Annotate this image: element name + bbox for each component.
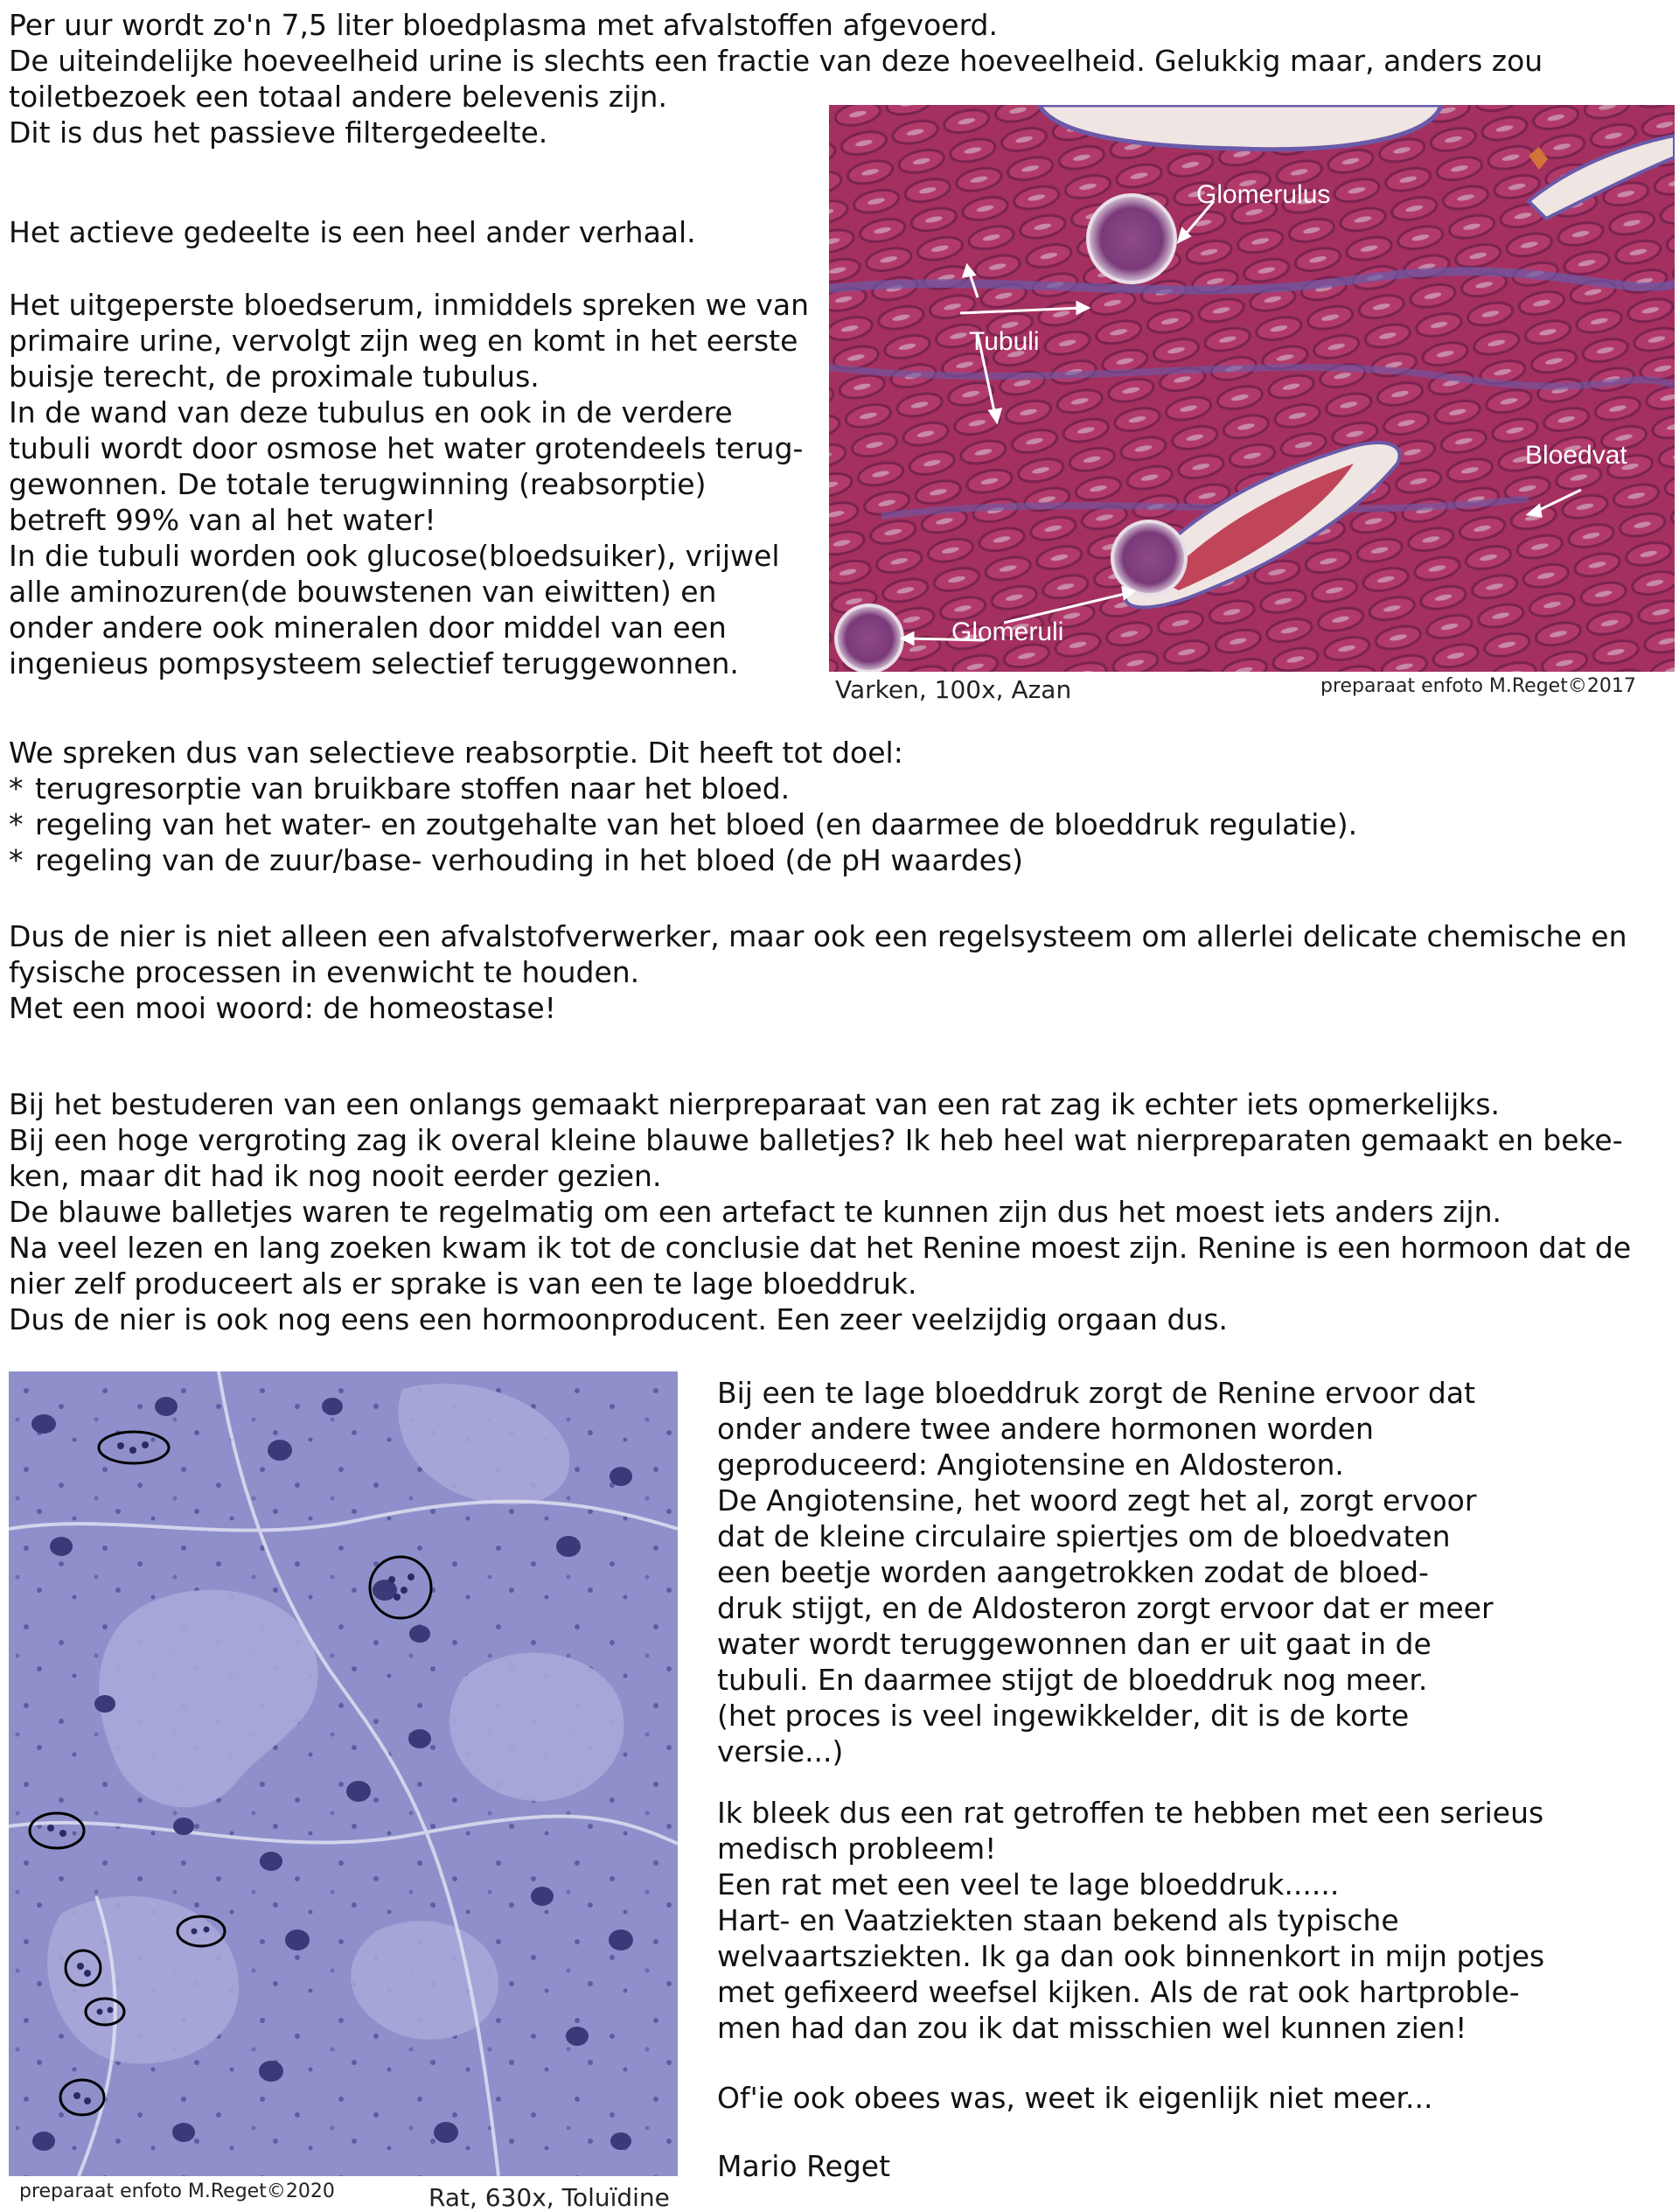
conclusion-paragraph — [717, 1795, 1544, 2046]
text-line: tubuli. En daarmee stijgt de bloeddruk nog meer. — [717, 1663, 1428, 1697]
text-line: onder andere twee andere hormonen worden — [717, 1412, 1374, 1446]
closing-line — [717, 2080, 1433, 2116]
text-line: gewonnen. De totale terugwinning (reabsorptie) — [9, 467, 707, 501]
reabsorption-intro — [9, 735, 903, 771]
text-line: Dus de nier is niet alleen een afvalstofverwerker, maar ook een regelsysteem om allerlei delicate chemische en — [9, 919, 1627, 953]
text-line: Dus de nier is ook nog eens een hormoonproducent. Een zeer veelzijdig orgaan dus. — [9, 1302, 1229, 1336]
glomerulus — [1112, 521, 1186, 595]
text-line: De uiteindelijke hoeveelheid urine is slechts een fractie van deze hoeveelheid. Gelukkig maar, anders zou — [9, 44, 1543, 78]
text-line: De blauwe balletjes waren te regelmatig om een artefact te kunnen zijn dus het moest iets anders zijn. — [9, 1195, 1501, 1229]
text-line: welvaartsziekten. Ik ga dan ook binnenkort in mijn potjes — [717, 1939, 1545, 1973]
label-tubuli: Tubuli — [969, 327, 1040, 356]
text-line: In de wand van deze tubulus en ook in de verdere — [9, 395, 733, 429]
text-line: ken, maar dit had ik nog nooit eerder gezien. — [9, 1159, 662, 1193]
bullet-marker: * — [9, 771, 24, 806]
label-bloedvat: Bloedvat — [1525, 441, 1627, 470]
text-line: onder andere ook mineralen door middel van een — [9, 611, 727, 645]
text-line: ingenieus pompsysteem selectief teruggewonnen. — [9, 646, 739, 680]
text-line: Met een mooi woord: de homeostase! — [9, 991, 556, 1025]
text-line: toiletbezoek een totaal andere belevenis zijn. — [9, 80, 667, 114]
text-line: een beetje worden aangetrokken zodat de bloed- — [717, 1555, 1429, 1589]
text-line: Of'ie ook obees was, weet ik eigenlijk niet meer... — [717, 2081, 1433, 2115]
rat-story-paragraph — [9, 1086, 1631, 1337]
list-item-text: regeling van het water- en zoutgehalte van het bloed (en daarmee de bloeddruk regulatie). — [35, 807, 1358, 841]
text-line: Ik bleek dus een rat getroffen te hebben met een serieus — [717, 1796, 1544, 1830]
text-line: medisch probleem! — [717, 1832, 997, 1866]
list-item-text: terugresorptie van bruikbare stoffen naar het bloed. — [35, 771, 791, 806]
reabsorption-list — [9, 771, 1357, 878]
text-line: alle aminozuren(de bouwstenen van eiwitten) en — [9, 575, 717, 609]
text-line: Hart- en Vaatziekten staan bekend als typische — [717, 1903, 1399, 1937]
text-line: Per uur wordt zo'n 7,5 liter bloedplasma met afvalstoffen afgevoerd. — [9, 8, 998, 42]
bullet-marker: * — [9, 843, 24, 877]
author-signature — [717, 2148, 890, 2184]
text-line: In die tubuli worden ook glucose(bloedsuiker), vrijwel — [9, 539, 780, 573]
text-line: water wordt teruggewonnen dan er uit gaat in de — [717, 1627, 1432, 1661]
text-line: Het uitgeperste bloedserum, inmiddels spreken we van — [9, 288, 810, 322]
figure1-credit: preparaat enfoto M.Reget©2017 — [1320, 675, 1636, 697]
text-line: buisje terecht, de proximale tubulus. — [9, 359, 540, 394]
text-line: Na veel lezen en lang zoeken kwam ik tot de conclusie dat het Renine moest zijn. Renine is een hormoon dat de — [9, 1231, 1632, 1265]
text-line: Dit is dus het passieve filtergedeelte. — [9, 115, 548, 150]
text-line: Een rat met een veel te lage bloeddruk...... — [717, 1867, 1340, 1901]
micrograph-svg — [829, 105, 1675, 672]
text-line: Bij een hoge vergroting zag ik overal kleine blauwe balletjes? Ik heb heel wat nierpreparaten gemaakt en beke- — [9, 1123, 1623, 1157]
text-line: druk stijgt, en de Aldosteron zorgt ervoor dat er meer — [717, 1591, 1494, 1625]
text-line: Mario Reget — [717, 2149, 891, 2183]
micrograph-svg — [9, 1371, 678, 2176]
list-item — [9, 771, 1357, 806]
list-item — [9, 806, 1357, 842]
label-glomeruli: Glomeruli — [951, 618, 1064, 646]
list-item — [9, 842, 1357, 878]
glomerulus — [1088, 195, 1175, 283]
text-line: primaire urine, vervolgt zijn weg en komt in het eerste — [9, 324, 798, 358]
homeostase-paragraph — [9, 918, 1627, 1026]
text-line: geproduceerd: Angiotensine en Aldosteron. — [717, 1448, 1344, 1482]
figure2-credit: preparaat enfoto M.Reget©2020 — [19, 2181, 335, 2202]
rat-kidney-micrograph — [9, 1371, 678, 2176]
pig-kidney-micrograph — [829, 105, 1675, 672]
active-part-paragraph — [9, 287, 809, 681]
bullet-marker: * — [9, 807, 24, 841]
text-line: nier zelf produceert als er sprake is van een te lage bloeddruk. — [9, 1266, 917, 1301]
figure1-caption: Varken, 100x, Azan — [835, 675, 1072, 704]
text-line: men had dan zou ik dat misschien wel kunnen zien! — [717, 2011, 1467, 2045]
text-line: dat de kleine circulaire spiertjes om de bloedvaten — [717, 1519, 1451, 1553]
text-line: Bij een te lage bloeddruk zorgt de Renine ervoor dat — [717, 1376, 1476, 1410]
text-line: versie...) — [717, 1734, 844, 1769]
hormone-paragraph — [717, 1375, 1494, 1769]
text-line: Bij het bestuderen van een onlangs gemaakt nierpreparaat van een rat zag ik echter iets opmerkelijks. — [9, 1087, 1501, 1121]
label-glomerulus: Glomerulus — [1196, 180, 1331, 209]
text-line: met gefixeerd weefsel kijken. Als de rat ook hartproble- — [717, 1975, 1520, 2009]
text-line: We spreken dus van selectieve reabsorptie. Dit heeft tot doel: — [9, 736, 903, 770]
text-line: betreft 99% van al het water! — [9, 503, 436, 537]
text-line: (het proces is veel ingewikkelder, dit is de korte — [717, 1699, 1410, 1733]
active-part-heading — [9, 214, 696, 250]
figure2-caption: Rat, 630x, Toluïdine — [428, 2183, 670, 2212]
text-line: De Angiotensine, het woord zegt het al, zorgt ervoor — [717, 1483, 1477, 1518]
text-line: tubuli wordt door osmose het water grotendeels terug- — [9, 431, 804, 465]
list-item-text: regeling van de zuur/base- verhouding in het bloed (de pH waardes) — [35, 843, 1024, 877]
text-line: Het actieve gedeelte is een heel ander verhaal. — [9, 215, 696, 249]
glomerulus — [836, 605, 902, 672]
text-line: fysische processen in evenwicht te houden. — [9, 955, 640, 989]
